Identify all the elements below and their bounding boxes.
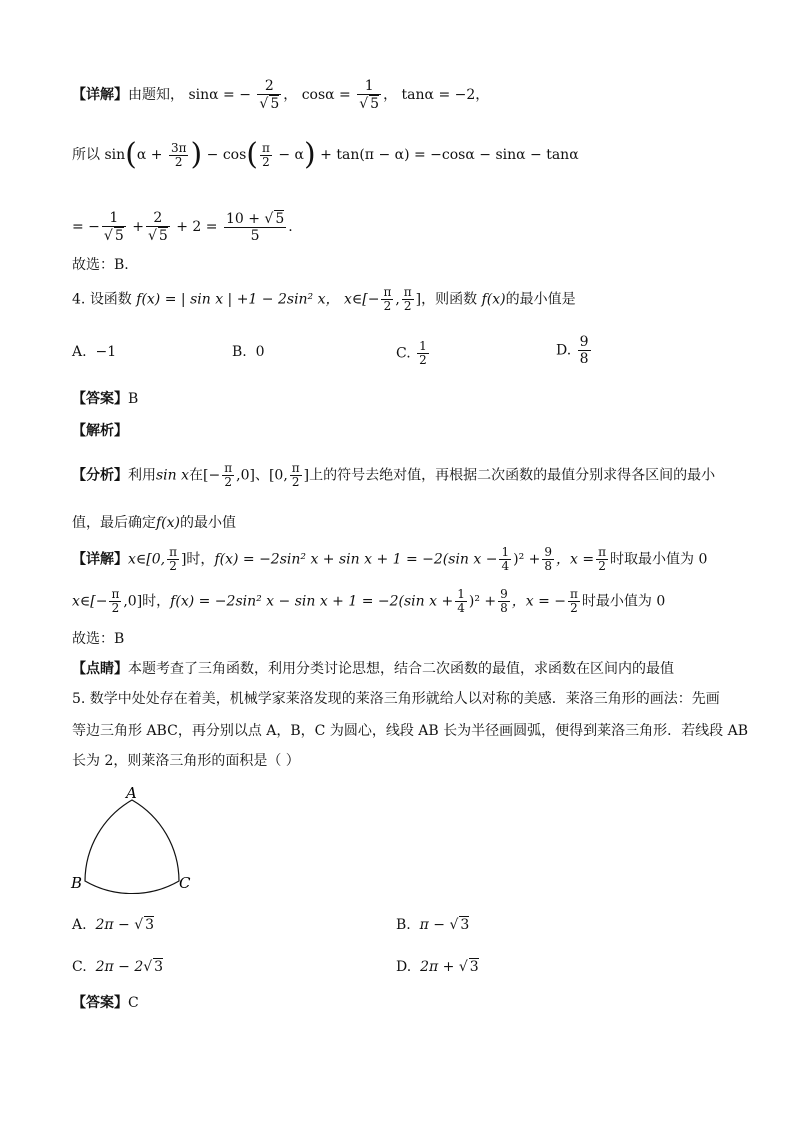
q5-option-c[interactable]: C. 2π − 2√ 3 — [72, 959, 164, 975]
q4-tail2: 的最小值是 — [505, 291, 576, 308]
answer-3: 故选：B. — [72, 257, 129, 273]
frac-3pi-2: $\frac{3\pi}{2}$ — [170, 140, 187, 169]
line2-rhs: = −cosα − sinα − tanα — [414, 147, 579, 163]
detail-line-3: = − $\frac{1}{√ 5}$ + $\frac{2}{√ 5}$ + 2 = $\frac{10 + √ 5}{5}$ . — [72, 210, 293, 244]
frac-pi-2: $\frac{\pi}{2}$ — [262, 140, 270, 169]
q4-detail-line1: 【详解】x∈[0, $\frac{\pi}{2}$ ]时，f(x) = −2sin² x + sin x + 1 = −2(sin x − $\frac{1}{4}$ )² + $\frac{9}{8}$ ，x = $\frac{\pi}{2}$ 时取最小值为 0 — [72, 545, 708, 573]
res-period: . — [288, 219, 293, 235]
label-a: A — [126, 784, 137, 802]
q5-answer: 【答案】C — [72, 995, 139, 1011]
q4-frac-pi-2b: $\frac{\pi}{2}$ — [403, 285, 412, 313]
line2-lead: 所以 — [72, 147, 100, 163]
q4-answer: 【答案】B — [72, 391, 139, 407]
q4-dianjing: 【点睛】本题考查了三角函数，利用分类讨论思想，结合二次函数的最值，求函数在区间内的最值 — [72, 661, 674, 677]
detail-line-1: 【详解】由题知， sinα = − $\frac{2}{√ 5}$ ， cosα = $\frac{1}{√ 5}$ ， tanα = −2， — [72, 78, 490, 112]
q4-lead: 设函数 — [89, 291, 132, 308]
frac-2-sqrt5: $\frac{2}{√ 5}$ — [147, 210, 168, 244]
cos-frac: $\frac{1}{√ 5}$ — [359, 78, 380, 112]
sin-frac: $\frac{2}{√ 5}$ — [259, 78, 280, 112]
q4-option-b[interactable]: B. 0 — [232, 344, 265, 360]
q4-fenxi-line1: 【分析】利用sin x在[− $\frac{\pi}{2}$ ,0]、[0, $\frac{\pi}{2}$ ]上的符号去绝对值，再根据二次函数的最值分别求得各区间的最小 — [72, 461, 716, 489]
line3-end: + 2 = — [176, 219, 218, 235]
q5-option-d[interactable]: D. 2π + √ 3 — [396, 959, 479, 975]
q5-line-2: 等边三角形 ABC，再分别以点 A，B，C 为圆心，线段 AB 长为半径画圆弧，便得到莱洛三角形．若线段 AB — [72, 723, 748, 739]
reuleaux-arcs — [85, 800, 179, 894]
res-num-b: 5 — [275, 211, 285, 227]
res-den: 5 — [250, 228, 260, 244]
q4-frac-pi-2a: $\frac{\pi}{2}$ — [383, 285, 392, 313]
q4-func: f(x) = | sin x | +1 − 2sin² x， — [136, 291, 340, 308]
sin-den: 5 — [270, 96, 280, 112]
tan-eq: tanα = −2， — [401, 87, 490, 103]
sin-num: 2 — [257, 78, 281, 95]
label-b: B — [71, 874, 83, 892]
q4-stem: 4. 设函数 f(x) = | sin x | +1 − 2sin² x， x∈[− $\frac{\pi}{2}$ , $\frac{\pi}{2}$ ]，则函数 f(x)的最小值是 — [72, 285, 576, 313]
q4-option-c[interactable]: C. $\frac{1}{2}$ — [396, 339, 427, 367]
result-frac: $\frac{10 + √ 5}{5}$ — [225, 211, 285, 244]
q4-domain: x∈[− — [343, 291, 380, 308]
q5-line-3: 长为 2，则莱洛三角形的面积是（ ） — [72, 753, 300, 769]
label-c: C — [179, 874, 191, 892]
q4-detail-line2: x∈[− $\frac{\pi}{2}$ ,0]时，f(x) = −2sin² x − sin x + 1 = −2(sin x + $\frac{1}{4}$ )² + $\frac{9}{8}$ ，x = − $\frac{\pi}{2}$ 时最小值为 0 — [72, 587, 666, 615]
q5-line-1: 5. 数学中处处存在着美，机械学家莱洛发现的莱洛三角形就给人以对称的美感．莱洛三角形的画法：先画 — [72, 691, 720, 707]
cos-den: 5 — [370, 96, 380, 112]
q4-option-d[interactable]: D. $\frac{9}{8}$ — [556, 334, 589, 367]
q4-option-d-frac: $\frac{9}{8}$ — [579, 334, 589, 367]
frac-1-sqrt5: $\frac{1}{√ 5}$ — [103, 210, 124, 244]
q4-option-c-frac: $\frac{1}{2}$ — [419, 339, 427, 367]
sin-lhs: sinα = − — [188, 87, 251, 103]
detail-lead: 由题知， — [128, 87, 184, 103]
q4-option-a[interactable]: A. −1 — [72, 344, 117, 360]
detail-tag: 【详解】 — [72, 87, 128, 103]
q5-option-a[interactable]: A. 2π − √ 3 — [72, 917, 155, 933]
q4-choose: 故选：B — [72, 631, 125, 647]
q4-analysis-tag: 【解析】 — [72, 423, 128, 439]
cos-num: 1 — [357, 78, 381, 95]
cos-lhs: cosα = — [301, 87, 351, 103]
reuleaux-triangle-figure — [68, 782, 198, 894]
q4-fsym: f(x) — [481, 291, 506, 308]
q4-tail: ，则函数 — [421, 291, 478, 308]
res-num-a: 10 + — [225, 211, 260, 227]
q5-option-b[interactable]: B. π − √ 3 — [396, 917, 470, 933]
q4-number: 4. — [72, 291, 86, 308]
q4-fenxi-line2: 值，最后确定f(x)的最小值 — [72, 515, 237, 531]
detail-line-2: 所以 sin(α + $\frac{3\pi}{2}$ ) − cos( $\frac{\pi}{2}$ − α) + tan(π − α) = −cosα − sinα − tanα — [72, 137, 579, 172]
